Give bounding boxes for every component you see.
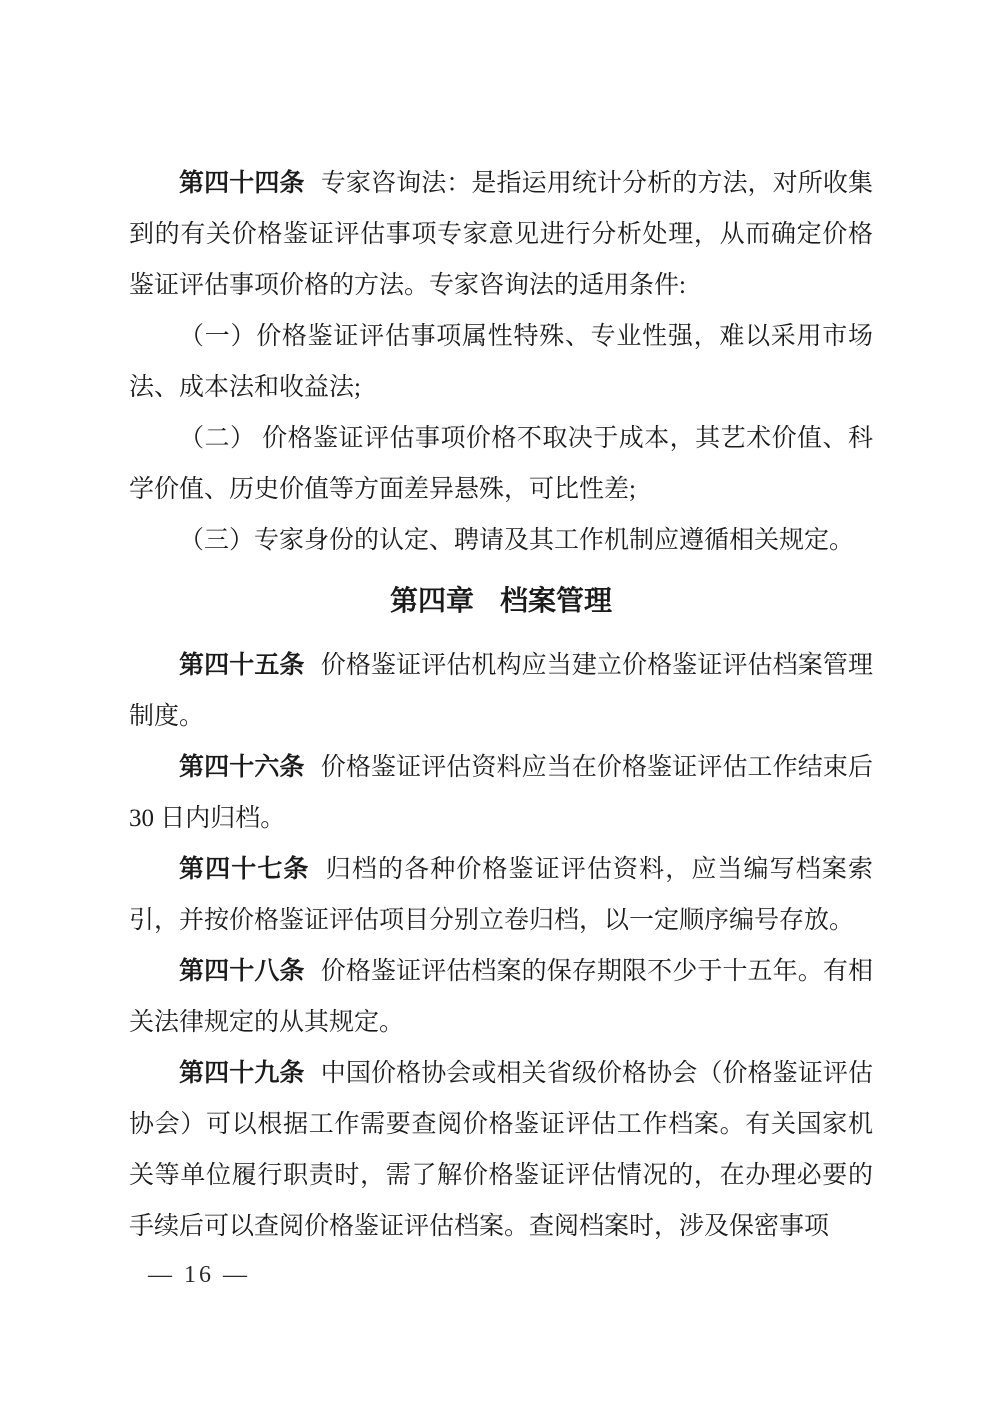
- article-45-paragraph: [129, 640, 873, 742]
- condition-item-1: [129, 311, 873, 413]
- article-45-number: 第四十五条: [179, 652, 305, 679]
- condition-item-3: [129, 515, 873, 566]
- article-45-text: 价格鉴证评估机构应当建立价格鉴证评估档案管理制度。: [129, 652, 873, 730]
- article-46-text: 价格鉴证评估资料应当在价格鉴证评估工作结束后 30 日内归档。: [129, 754, 873, 832]
- article-46-number: 第四十六条: [179, 754, 305, 781]
- condition-item-2-text: （二） 价格鉴证评估事项价格不取决于成本，其艺术价值、科学价值、历史价值等方面差异悬殊，可比性差;: [129, 425, 873, 503]
- article-49-text: 中国价格协会或相关省级价格协会（价格鉴证评估协会）可以根据工作需要查阅价格鉴证评估工作档案。有关国家机关等单位履行职责时，需了解价格鉴证评估情况的，在办理必要的手续后可以查阅价格鉴证评估档案。查阅档案时，涉及保密事项: [129, 1060, 873, 1240]
- condition-item-1-text: （一）价格鉴证评估事项属性特殊、专业性强，难以采用市场法、成本法和收益法;: [129, 323, 873, 401]
- article-44-text: 专家咨询法：是指运用统计分析的方法，对所收集到的有关价格鉴证评估事项专家意见进行分析处理，从而确定价格鉴证评估事项价格的方法。专家咨询法的适用条件:: [129, 170, 873, 299]
- article-44-paragraph: [129, 158, 873, 311]
- article-47-number: 第四十七条: [179, 856, 310, 883]
- article-46-paragraph: [129, 742, 873, 844]
- condition-item-3-text: （三）专家身份的认定、聘请及其工作机制应遵循相关规定。: [179, 527, 855, 554]
- article-47-text: 归档的各种价格鉴证评估资料，应当编写档案索引，并按价格鉴证评估项目分别立卷归档，以一定顺序编号存放。: [129, 856, 873, 934]
- article-48-text: 价格鉴证评估档案的保存期限不少于十五年。有相关法律规定的从其规定。: [129, 958, 873, 1036]
- chapter-number: 第四章: [389, 585, 474, 616]
- condition-item-2: [129, 413, 873, 515]
- page-number: — 16 —: [148, 1262, 250, 1288]
- document-body: [129, 158, 873, 1252]
- chapter-title: 档案管理: [500, 585, 613, 616]
- article-49-paragraph: [129, 1048, 873, 1252]
- article-47-paragraph: [129, 844, 873, 946]
- chapter-heading: [129, 575, 873, 626]
- article-44-number: 第四十四条: [179, 170, 305, 197]
- article-48-number: 第四十八条: [179, 958, 305, 985]
- article-48-paragraph: [129, 946, 873, 1048]
- article-49-number: 第四十九条: [179, 1060, 305, 1087]
